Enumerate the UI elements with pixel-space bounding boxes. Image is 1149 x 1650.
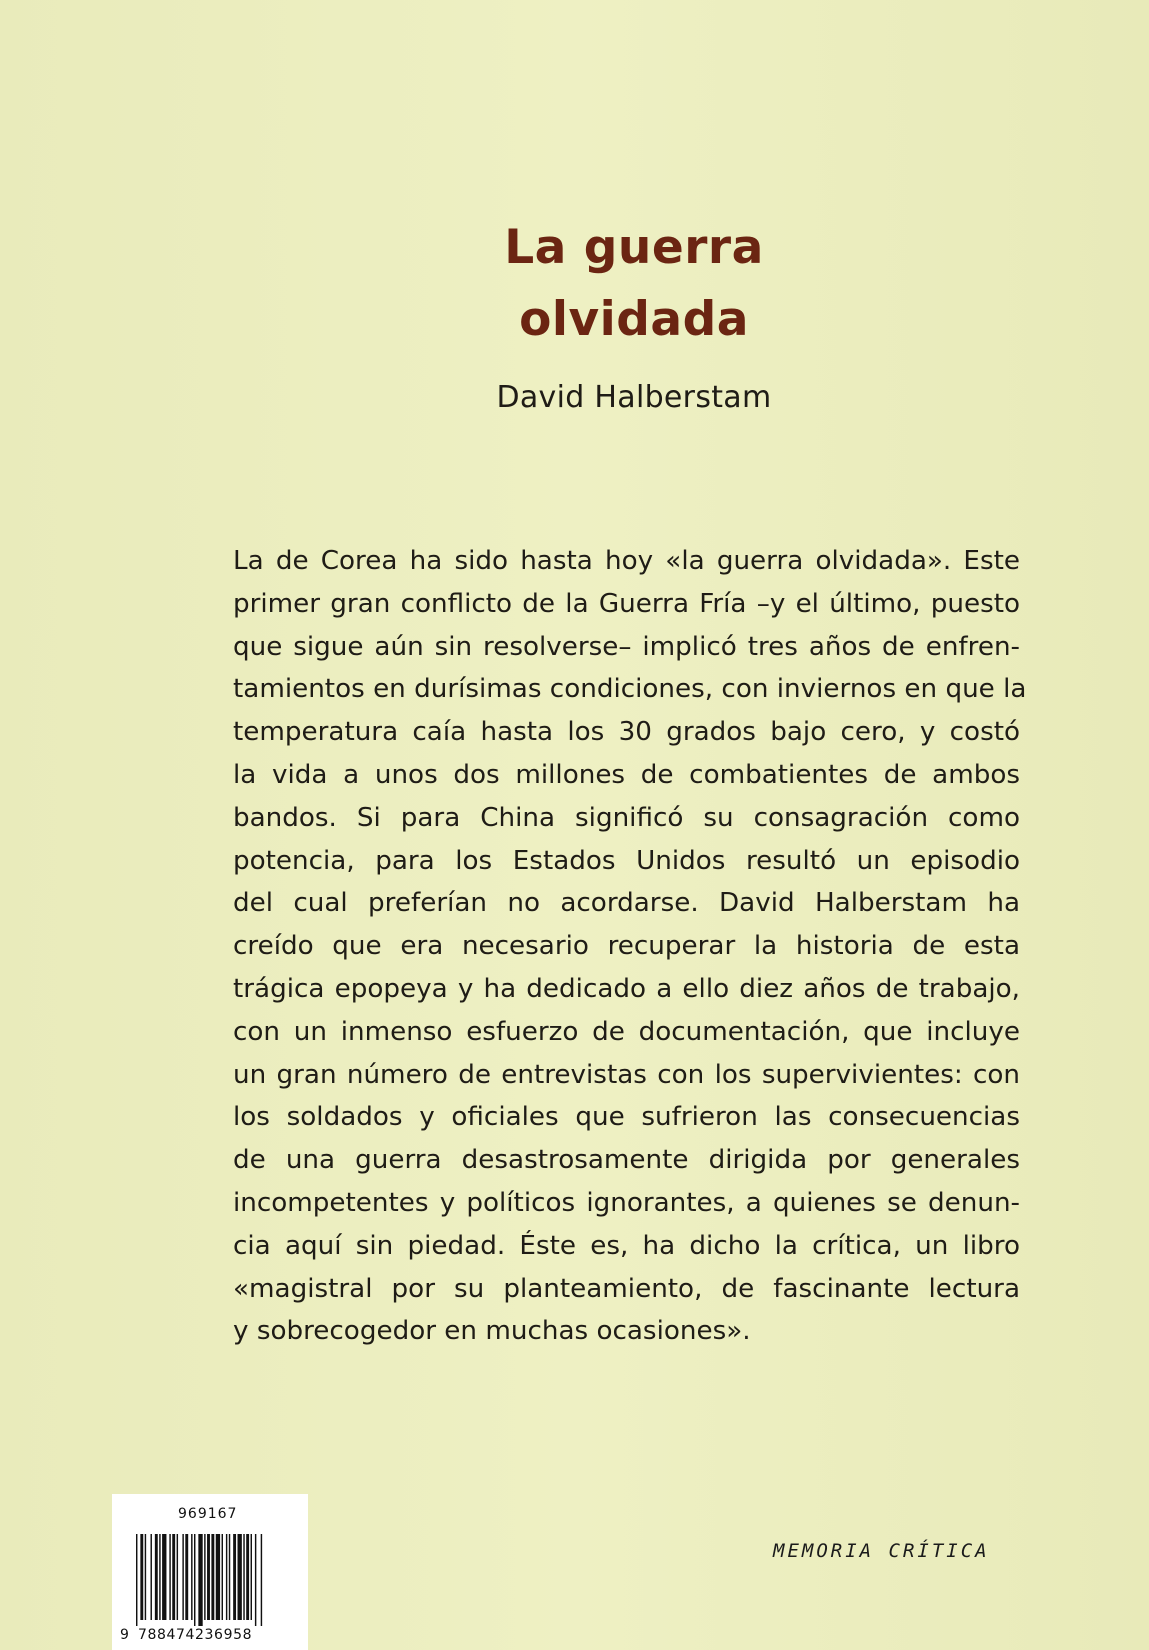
barcode-bars: [136, 1534, 296, 1626]
barcode-bar: [155, 1534, 158, 1620]
blurb-line: incompetentes y políticos ignorantes, a quienes se denun-: [233, 1187, 1020, 1218]
blurb-line: trágica epopeya y ha dedicado a ello diez años de trabajo,: [233, 973, 1020, 1004]
blurb-line: que sigue aún sin resolverse– implicó tres años de enfren-: [233, 631, 1020, 662]
isbn-first-digit: 9: [120, 1627, 130, 1643]
barcode-bar: [169, 1534, 170, 1620]
blurb-line: bandos. Si para China significó su consagración como: [233, 802, 1020, 833]
barcode-bar: [191, 1534, 192, 1620]
barcode-bar: [182, 1534, 183, 1620]
barcode-bar: [222, 1534, 223, 1620]
barcode-bar: [216, 1534, 220, 1620]
barcode-bar: [246, 1534, 249, 1620]
book-title: [0, 212, 1149, 356]
blurb-line: cia aquí sin piedad. Éste es, ha dicho la crítica, un libro: [233, 1230, 1020, 1261]
blurb-line: los soldados y oficiales que sufrieron las consecuencias: [233, 1102, 1020, 1133]
barcode-bar: [251, 1534, 252, 1620]
barcode-bar: [145, 1534, 146, 1620]
barcode-bar: [226, 1534, 227, 1620]
book-title-line-2: olvidada: [519, 292, 749, 347]
barcode-bar: [233, 1534, 236, 1620]
barcode-bar: [151, 1534, 152, 1620]
isbn-digits: [120, 1627, 306, 1643]
barcode-bar: [185, 1534, 188, 1620]
book-author: David Halberstam: [496, 380, 772, 415]
blurb-line: la vida a unos dos millones de combatientes de ambos: [233, 759, 1020, 790]
barcode-top-code: 969167: [178, 1506, 238, 1522]
blurb-line: La de Corea ha sido hasta hoy «la guerra olvidada». Este: [233, 546, 1020, 576]
barcode-bar: [255, 1534, 256, 1626]
book-title-line-1: La guerra: [504, 220, 764, 275]
blurb-text: [233, 540, 1027, 1353]
blurb-line: potencia, para los Estados Unidos resultó un episodio: [233, 845, 1020, 876]
blurb-line: primer gran conflicto de la Guerra Fría –y el último, puesto: [233, 588, 1020, 619]
blurb-line: creído que era necesario recuperar la historia de esta: [233, 931, 1020, 962]
barcode-bar: [211, 1534, 214, 1620]
barcode-bar: [162, 1534, 166, 1620]
barcode-bar: [243, 1534, 244, 1620]
blurb-line: con un inmenso esfuerzo de documentación, que incluye: [233, 1016, 1020, 1047]
barcode-bar: [140, 1534, 143, 1620]
blurb-line: del cual preferían no acordarse. David Halberstam ha: [233, 888, 1020, 919]
blurb-line: y sobrecogedor en muchas ocasiones».: [233, 1316, 751, 1347]
barcode-bar: [194, 1534, 195, 1626]
publisher-imprint: MEMORIA CRÍTICA: [773, 1540, 990, 1562]
isbn-barcode: [112, 1494, 308, 1650]
barcode-bar: [198, 1534, 202, 1626]
blurb-line: tamientos en durísimas condiciones, con inviernos en que la: [233, 674, 1027, 705]
barcode-bar: [177, 1534, 178, 1620]
barcode-bar: [136, 1534, 137, 1626]
barcode-bar: [229, 1534, 230, 1620]
barcode-bar: [159, 1534, 160, 1620]
isbn-remaining-digits: 788474236958: [138, 1627, 253, 1643]
barcode-bar: [238, 1534, 242, 1620]
barcode-bar: [207, 1534, 210, 1620]
blurb-line: «magistral por su planteamiento, de fascinante lectura: [233, 1273, 1020, 1304]
barcode-bar: [172, 1534, 175, 1620]
blurb-line: un gran número de entrevistas con los supervivientes: con: [233, 1059, 1020, 1090]
barcode-bar: [261, 1534, 262, 1626]
barcode-bar: [204, 1534, 205, 1620]
blurb-line: temperatura caía hasta los 30 grados bajo cero, y costó: [233, 717, 1020, 748]
blurb-line: de una guerra desastrosamente dirigida por generales: [233, 1145, 1020, 1176]
